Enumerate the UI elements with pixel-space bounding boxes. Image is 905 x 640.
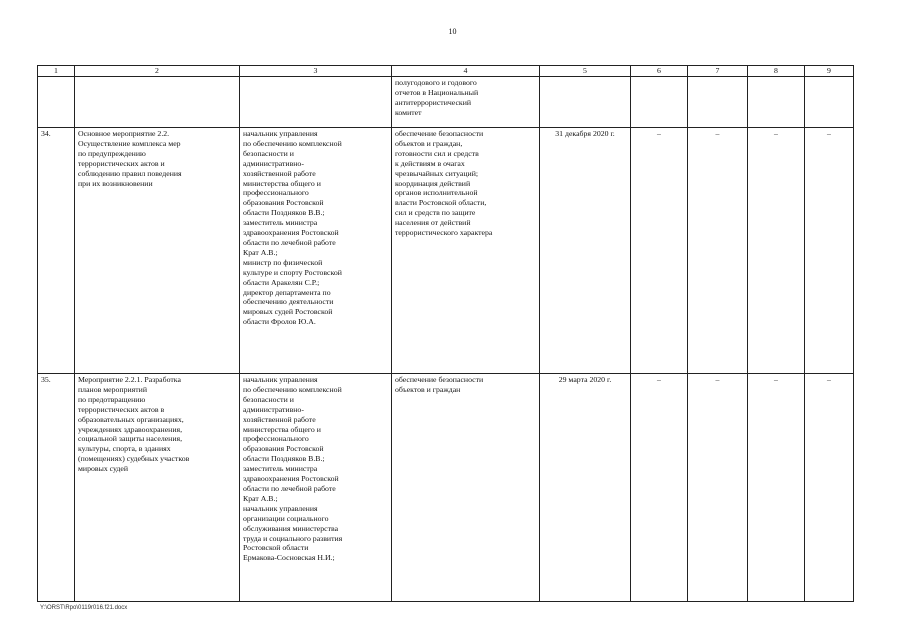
- result-cell: полугодового и годового отчетов в Национальный антитеррористический комитет: [392, 77, 540, 128]
- column-number: 8: [748, 66, 805, 77]
- table-header-row: [38, 66, 854, 77]
- table-row: [38, 374, 854, 602]
- column-number: 7: [688, 66, 748, 77]
- table-row: [38, 128, 854, 374]
- measure-cell: Мероприятие 2.2.1. Разработка планов мероприятий по предотвращению террористических актов в образовательных организациях, учреждениях здравоохранения, социальной защиты населения, культуры, спорта, в зданиях (помещениях) судебных участков мировых судей: [75, 374, 240, 602]
- value-cell: –: [805, 374, 854, 602]
- value-cell: –: [748, 128, 805, 374]
- value-cell: –: [688, 374, 748, 602]
- column-number: 5: [540, 66, 631, 77]
- date-cell: 31 декабря 2020 г.: [540, 128, 631, 374]
- column-number: 2: [75, 66, 240, 77]
- value-cell: –: [631, 128, 688, 374]
- result-cell: обеспечение безопасности объектов и граждан: [392, 374, 540, 602]
- row-number: 35.: [38, 374, 75, 602]
- value-cell: [805, 77, 854, 128]
- date-cell: [540, 77, 631, 128]
- responsible-cell: начальник управления по обеспечению комплексной безопасности и административно- хозяйственной работе министерства общего и профессионального образования Ростовской области Поздняков В.В.; заместитель министра здравоохранения Ростовской области по лечебной работе Крат А.В.; министр по физической культуре и спорту Ростовской области Аракелян С.Р.; директор департамента по обеспечению деятельности мировых судей Ростовской области Фролов Ю.А.: [240, 128, 392, 374]
- row-number: 34.: [38, 128, 75, 374]
- column-number: 6: [631, 66, 688, 77]
- value-cell: [748, 77, 805, 128]
- column-number: 4: [392, 66, 540, 77]
- value-cell: [688, 77, 748, 128]
- measure-cell: [75, 77, 240, 128]
- row-number: [38, 77, 75, 128]
- page-number: 10: [448, 27, 457, 36]
- table-row: [38, 77, 854, 128]
- measure-cell: Основное мероприятие 2.2. Осуществление комплекса мер по предупреждению террористических актов и соблюдению правил поведения при их возникновении: [75, 128, 240, 374]
- value-cell: [631, 77, 688, 128]
- value-cell: –: [805, 128, 854, 374]
- column-number: 3: [240, 66, 392, 77]
- value-cell: –: [631, 374, 688, 602]
- value-cell: –: [688, 128, 748, 374]
- value-cell: –: [748, 374, 805, 602]
- plan-table: [37, 65, 854, 602]
- responsible-cell: начальник управления по обеспечению комплексной безопасности и административно- хозяйственной работе министерства общего и профессионального образования Ростовской области Поздняков В.В.; заместитель министра здравоохранения Ростовской области по лечебной работе Крат А.В.; начальник управления организации социального обслуживания министерства труда и социального развития Ростовской области Ермакова-Сосновская Н.И.;: [240, 374, 392, 602]
- date-cell: 29 марта 2020 г.: [540, 374, 631, 602]
- file-path-footer: Y:\ORST\Rpo\0119r016.f21.docx: [40, 605, 128, 611]
- column-number: 1: [38, 66, 75, 77]
- result-cell: обеспечение безопасности объектов и граждан, готовности сил и средств к действиям в очагах чрезвычайных ситуаций; координация действий органов исполнительной власти Ростовской области, сил и средств по защите населения от действий террористического характера: [392, 128, 540, 374]
- column-number: 9: [805, 66, 854, 77]
- responsible-cell: [240, 77, 392, 128]
